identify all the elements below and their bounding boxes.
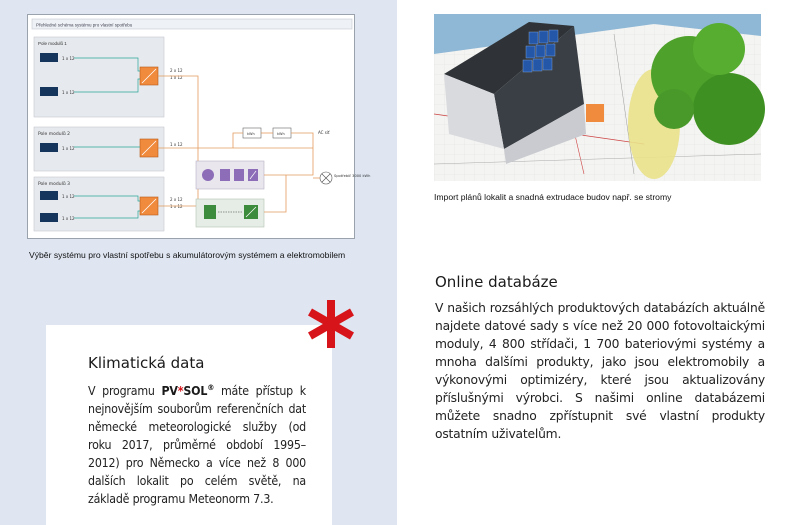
climate-data-heading: Klimatická data: [88, 354, 205, 372]
svg-text:kWh: kWh: [247, 132, 255, 136]
svg-text:2 x 12: 2 x 12: [170, 197, 183, 202]
svg-text:1 x 12: 1 x 12: [62, 194, 75, 199]
site-plan-svg: [434, 14, 761, 181]
pvsol-brand: PV*SOL®: [161, 383, 215, 399]
right-figure-caption: Import plánů lokalit a snadná extrudace budov např. se stromy: [434, 192, 672, 202]
schematic-title: Přehledné schéma systému pro vlastní spotřebu: [36, 22, 133, 28]
online-database-text: V našich rozsáhlých produktových databázích aktuálně najdete datové sady s více než 20 000 fotovoltaickými moduly, 4 800 střídači, 1 700 bateriovými systémy a mnoha dalšími produkty, jako jsou elektromobily a výkonovými optimizéry, které jsou aktualizovány příslušnými výrobci. S našimi online databázemi můžete snadno zpřístupnit své vlastní produkty ostatním uživatelům.: [435, 301, 765, 441]
svg-text:1 x 12: 1 x 12: [170, 204, 183, 209]
svg-text:1 x 12: 1 x 12: [62, 146, 75, 151]
svg-text:1 x 12: 1 x 12: [62, 90, 75, 95]
svg-text:Pole modulů 2: Pole modulů 2: [38, 132, 70, 137]
svg-text:Pole modulů 1: Pole modulů 1: [38, 41, 67, 46]
svg-text:Spotřebič 3000 kWh: Spotřebič 3000 kWh: [334, 174, 371, 178]
asterisk-icon: [303, 296, 359, 352]
svg-text:1 x 12: 1 x 12: [170, 75, 183, 80]
svg-text:AC síť: AC síť: [318, 130, 330, 135]
left-figure-caption: Výběr systému pro vlastní spotřebu s akumulátorovým systémem a elektromobilem: [29, 250, 346, 260]
svg-text:2 x 12: 2 x 12: [170, 68, 183, 73]
svg-text:1 x 12: 1 x 12: [170, 142, 183, 147]
svg-text:1 x 12: 1 x 12: [62, 216, 75, 221]
online-database-heading: Online databáze: [435, 273, 558, 291]
svg-text:Pole modulů 3: Pole modulů 3: [38, 182, 70, 187]
schematic-svg: [28, 15, 371, 238]
svg-text:kWh: kWh: [277, 132, 285, 136]
site-plan-3d-figure: [434, 14, 761, 181]
svg-text:1 x 12: 1 x 12: [62, 56, 75, 61]
system-schematic-figure: [27, 14, 371, 239]
climate-data-text: V programu PV*SOL® máte přístup k nejnovějším souborům referenčních dat německé meteorologické služby (od roku 2017, průměrné období 1995–2012) pro Německo a více než 8 000 dalších lokalit po celém světě, na základě programu Meteonorm 7.3.: [88, 383, 306, 507]
